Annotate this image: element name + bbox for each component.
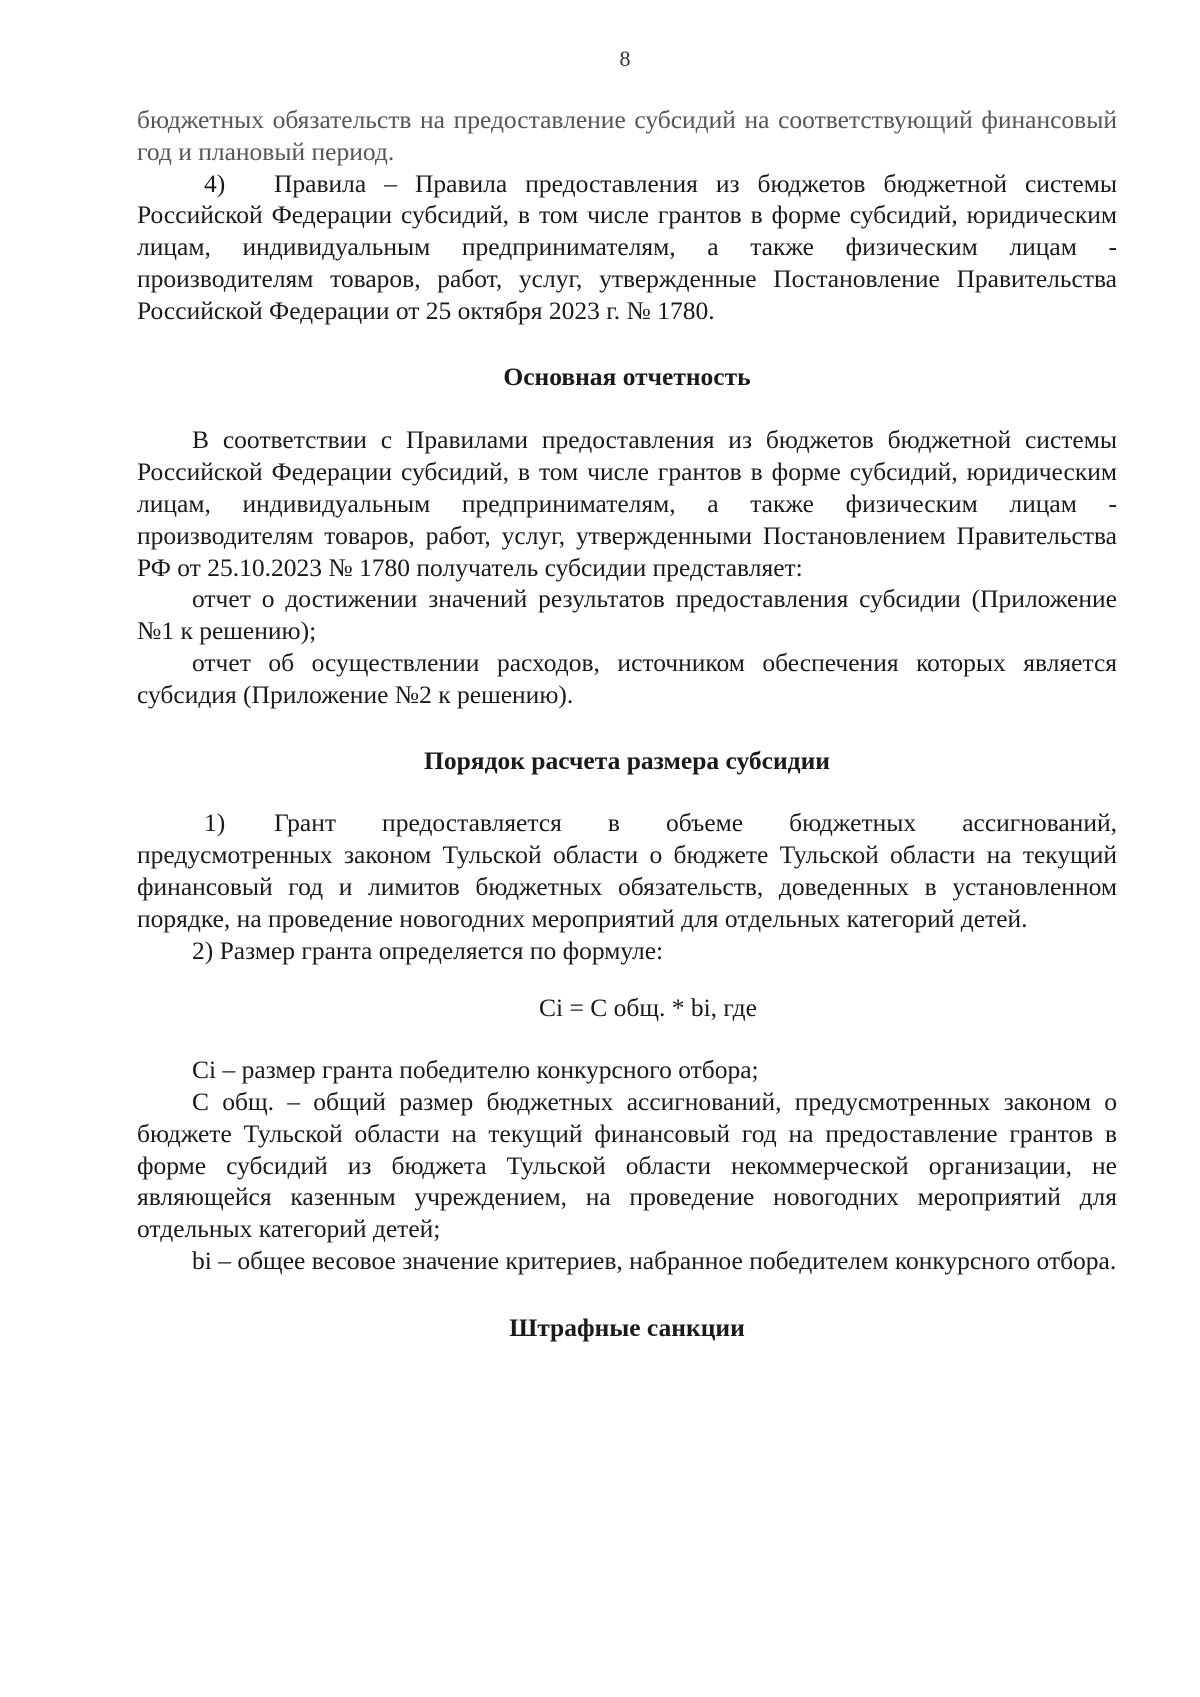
list-number: 4) <box>204 168 226 198</box>
definition-ci: Ci – размер гранта победителю конкурсного отбора; <box>192 1055 759 1085</box>
list-item-4 <box>137 168 1117 327</box>
section-heading-penalties: Штрафные санкции <box>509 1312 745 1342</box>
definition-c-total: С общ. – общий размер бюджетных ассигнований, предусмотренных законом о бюджете Тульской области на текущий финансовый год на предоставление грантов в форме субсидий из бюджета Тульской области некоммерческой организации, не являющейся казенным учреждением, на проведение новогодних мероприятий для отдельных категорий детей; <box>137 1086 1117 1244</box>
paragraph-continuation: бюджетных обязательств на предоставление субсидий на соответствующий финансовый год и плановый период. <box>137 105 1117 166</box>
list-number: 1) <box>204 808 226 838</box>
document-body <box>137 104 1117 1344</box>
list-item-1 <box>137 807 1117 934</box>
definition-bi: bi – общее весовое значение критериев, набранное победителем конкурсного отбора. <box>192 1245 1117 1275</box>
paragraph-report-1: отчет о достижении значений результатов предоставления субсидии (Приложение №1 к решению); <box>137 584 1117 646</box>
page-number: 8 <box>619 46 631 71</box>
list-item-2: 2) Размер гранта определяется по формуле: <box>192 935 664 965</box>
formula: Ci = С общ. * bi, где <box>539 993 757 1023</box>
list-item-text: Правила – Правила предоставления из бюджетов бюджетной системы Российской Федерации субсидий, в том числе грантов в форме субсидий, юридическим лицам, индивидуальным предпринимателям, а также физическим лицам - производителям товаров, работ, услуг, утвержденные Постановление Правительства Российской Федерации от 25 октября 2023 г. № 1780. <box>137 168 1117 325</box>
section-heading-reporting: Основная отчетность <box>503 361 751 391</box>
list-item-text: Грант предоставляется в объеме бюджетных ассигнований, предусмотренных законом Тульской области о бюджете Тульской области на текущий финансовый год и лимитов бюджетных обязательств, доведенных в установленном порядке, на проведение новогодних мероприятий для отдельных категорий детей. <box>137 808 1117 933</box>
paragraph-report-2: отчет об осуществлении расходов, источником обеспечения которых является субсидия (Приложение №2 к решению). <box>137 647 1117 709</box>
section-heading-calculation: Порядок расчета размера субсидии <box>424 745 830 775</box>
paragraph-reporting-intro: В соответствии с Правилами предоставления из бюджетов бюджетной системы Российской Федерации субсидий, в том числе грантов в форме субсидий, юридическим лицам, индивидуальным предпринимателям, а также физическим лицам - производителям товаров, работ, услуг, утвержденными Постановлением Правительства РФ от 25.10.2023 № 1780 получатель субсидии представляет: <box>137 425 1117 582</box>
